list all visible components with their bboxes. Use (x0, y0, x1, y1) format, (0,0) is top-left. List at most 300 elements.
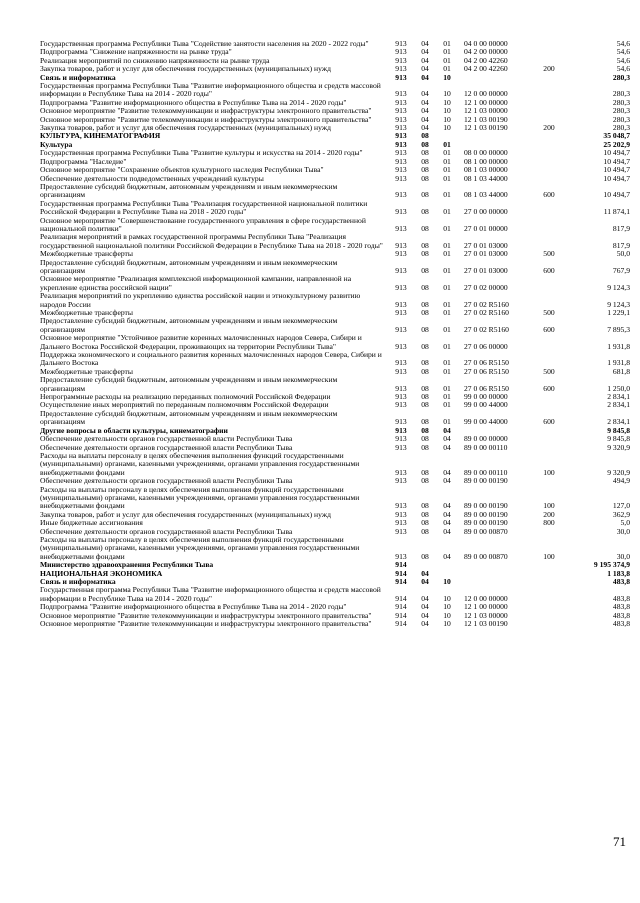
department-code: 913 (395, 89, 407, 99)
section-code: 08 (421, 139, 429, 149)
section-code: 08 (421, 131, 429, 141)
amount: 817,9 (612, 240, 630, 250)
amount: 483,8 (612, 610, 630, 620)
section-code: 08 (421, 299, 429, 309)
expense-name: Предоставление субсидий бюджетным, автономным учреждениям и иным некоммерческим организациям (40, 408, 338, 427)
amount: 9 845,8 (607, 434, 630, 444)
amount: 10 494,7 (603, 173, 630, 183)
subsection-code: 01 (443, 392, 451, 402)
department-code: 913 (395, 341, 407, 351)
expense-name: Основное мероприятие "Совершенствование государственного управления в сфере государственной национальной политики" (40, 215, 366, 233)
amount: 10 494,7 (603, 165, 630, 175)
department-code: 913 (395, 55, 407, 65)
department-code: 913 (395, 383, 407, 393)
expense-name: Обеспечение деятельности органов государственной власти Республики Тыва (40, 434, 293, 444)
expense-type-code: 200 (543, 64, 555, 74)
department-code: 913 (395, 240, 407, 250)
subsection-code: 04 (443, 476, 451, 486)
section-code: 08 (421, 341, 429, 351)
department-code: 914 (395, 619, 407, 629)
expense-name: Связь и информатика (40, 72, 116, 82)
target-article-code: 89 0 00 00190 (464, 501, 508, 511)
expense-type-code: 600 (543, 265, 555, 275)
expense-name: Межбюджетные трансферты (40, 249, 133, 259)
department-code: 913 (395, 156, 407, 166)
department-code: 913 (395, 131, 407, 141)
department-code: 913 (395, 509, 407, 519)
section-code: 04 (421, 72, 429, 82)
section-code: 08 (421, 383, 429, 393)
subsection-code: 01 (443, 39, 451, 48)
subsection-code: 01 (443, 308, 451, 317)
target-article-code: 99 0 00 44000 (464, 400, 508, 410)
section-code: 08 (421, 366, 429, 376)
subsection-code: 10 (443, 619, 451, 629)
section-code: 08 (421, 173, 429, 183)
expense-type-code: 100 (543, 551, 555, 561)
amount: 483,8 (612, 577, 630, 586)
section-code: 04 (421, 97, 429, 107)
subsection-code: 01 (443, 341, 451, 351)
department-code: 913 (395, 165, 407, 175)
table-row (40, 376, 630, 393)
target-article-code: 99 0 00 44000 (464, 417, 508, 427)
section-code: 08 (421, 501, 429, 511)
subsection-code: 01 (443, 240, 451, 250)
amount: 9 124,3 (607, 299, 630, 309)
amount: 767,9 (612, 265, 630, 275)
expense-type-code: 600 (543, 324, 555, 334)
section-code: 08 (421, 417, 429, 427)
department-code: 913 (395, 417, 407, 427)
department-code: 914 (395, 602, 407, 612)
subsection-code: 01 (443, 265, 451, 275)
section-code: 08 (421, 207, 429, 217)
budget-table (40, 40, 630, 628)
target-article-code: 04 2 00 42260 (464, 64, 508, 74)
expense-name: Предоставление субсидий бюджетным, автономным учреждениям и иным некоммерческим организациям (40, 375, 338, 393)
amount: 10 494,7 (603, 190, 630, 200)
table-row (40, 183, 630, 200)
subsection-code: 01 (443, 223, 451, 233)
section-code: 08 (421, 400, 429, 410)
department-code: 913 (395, 467, 407, 477)
subsection-code: 10 (443, 610, 451, 620)
expense-name: Государственная программа Республики Тыва "Развитие информационного общества и средств массовой информации в Республике Тыва на 2014 - 2020 годы" (40, 585, 381, 603)
target-article-code: 08 0 00 00000 (464, 148, 508, 158)
amount: 7 895,3 (607, 324, 630, 334)
amount: 9 195 374,9 (593, 560, 630, 570)
subsection-code: 01 (443, 207, 451, 217)
expense-type-code: 800 (543, 518, 555, 528)
target-article-code: 08 1 00 00000 (464, 156, 508, 166)
department-code: 914 (395, 560, 407, 570)
section-code: 08 (421, 240, 429, 250)
expense-name: Основное мероприятие "Развитие телекоммуникации и инфраструктуры электронного правительства" (40, 619, 372, 629)
target-article-code: 04 2 00 00000 (464, 47, 508, 57)
subsection-code: 01 (443, 366, 451, 376)
section-code: 04 (421, 577, 429, 586)
section-code: 08 (421, 518, 429, 528)
section-code: 08 (421, 324, 429, 334)
subsection-code: 01 (443, 148, 451, 158)
subsection-code: 10 (443, 97, 451, 107)
expense-name: Иные бюджетные ассигнования (40, 518, 143, 528)
department-code: 913 (395, 64, 407, 74)
department-code: 913 (395, 47, 407, 57)
subsection-code: 01 (443, 383, 451, 393)
target-article-code: 12 1 00 00000 (464, 602, 508, 612)
expense-name: Обеспечение деятельности подведомственных учреждений культуры (40, 173, 264, 183)
expense-type-code: 600 (543, 417, 555, 427)
expense-name: Основное мероприятие "Развитие телекоммуникации и инфраструктуры электронного правительства" (40, 106, 372, 116)
target-article-code: 27 0 06 00000 (464, 341, 508, 351)
department-code: 913 (395, 358, 407, 368)
amount: 9 320,9 (607, 442, 630, 452)
target-article-code: 27 0 02 00000 (464, 282, 508, 292)
target-article-code: 04 0 00 00000 (464, 39, 508, 48)
target-article-code: 08 1 03 00000 (464, 165, 508, 175)
department-code: 913 (395, 139, 407, 149)
target-article-code: 27 0 02 R5160 (464, 308, 509, 317)
table-row (40, 65, 630, 73)
department-code: 913 (395, 434, 407, 444)
amount: 1 250,0 (607, 383, 630, 393)
subsection-code: 04 (443, 501, 451, 511)
subsection-code: 10 (443, 577, 451, 586)
section-code: 08 (421, 156, 429, 166)
expense-name: Основное мероприятие "Сохранение объектов культурного наследия Республики Тыва" (40, 165, 324, 175)
expense-name: Поддержка экономического и социального развития коренных малочисленных народов Севера, Сибири и Дальнего Востока (40, 350, 382, 368)
section-code: 08 (421, 392, 429, 402)
target-article-code: 12 0 00 00000 (464, 593, 508, 603)
expense-name: Осуществление иных мероприятий по переданным полномочиям Российской Федерации (40, 400, 329, 410)
department-code: 913 (395, 39, 407, 48)
target-article-code: 04 2 00 42260 (464, 55, 508, 65)
section-code: 08 (421, 526, 429, 536)
amount: 1 229,1 (607, 308, 630, 317)
section-code: 04 (421, 610, 429, 620)
section-code: 08 (421, 165, 429, 175)
subsection-code: 04 (443, 509, 451, 519)
target-article-code: 27 0 06 R5150 (464, 358, 509, 368)
expense-name: Закупка товаров, работ и услуг для обеспечения государственных (муниципальных) нужд (40, 509, 331, 519)
subsection-code: 04 (443, 551, 451, 561)
subsection-code: 04 (443, 425, 451, 435)
target-article-code: 89 0 00 00190 (464, 518, 508, 528)
expense-name: Обеспечение деятельности органов государственной власти Республики Тыва (40, 476, 293, 486)
table-row (40, 149, 630, 157)
subsection-code: 04 (443, 467, 451, 477)
table-row (40, 410, 630, 427)
section-code: 04 (421, 89, 429, 99)
target-article-code: 89 0 00 00110 (464, 467, 508, 477)
expense-name: Государственная программа Республики Тыва "Реализация государственной национальной политики Российской Федерации в Республике Тыва на 2018 - 2020 годы" (40, 198, 368, 217)
target-article-code: 08 1 03 44000 (464, 173, 508, 183)
section-code: 04 (421, 64, 429, 74)
department-code: 913 (395, 249, 407, 259)
table-row (40, 351, 630, 368)
section-code: 08 (421, 434, 429, 444)
target-article-code: 27 0 02 R5160 (464, 324, 509, 334)
section-code: 04 (421, 114, 429, 124)
expense-name: Основное мероприятие "Развитие телекоммуникации и инфраструктуры электронного правительства" (40, 114, 372, 124)
section-code: 08 (421, 148, 429, 158)
target-article-code: 27 0 06 R5150 (464, 366, 509, 376)
section-code: 08 (421, 551, 429, 561)
amount: 1 931,8 (607, 358, 630, 368)
expense-name: Предоставление субсидий бюджетным, автономным учреждениям и иным некоммерческим организациям (40, 316, 338, 334)
amount: 30,0 (616, 551, 630, 561)
department-code: 913 (395, 476, 407, 486)
section-code: 08 (421, 425, 429, 435)
department-code: 913 (395, 114, 407, 124)
expense-name: Связь и информатика (40, 577, 116, 586)
expense-type-code: 600 (543, 190, 555, 200)
amount: 35 048,7 (603, 131, 630, 141)
expense-name: Расходы на выплаты персоналу в целях обеспечения выполнения функций государственными (муниципальными) органами, казенными учреждениями, органами управления государственными внебюджетными фондами (40, 450, 360, 477)
amount: 54,6 (616, 55, 630, 65)
expense-name: Государственная программа Республики Тыва "Развитие информационного общества и средств массовой информации в Республике Тыва на 2014 - 2020 годы" (40, 81, 381, 99)
department-code: 913 (395, 299, 407, 309)
subsection-code: 10 (443, 89, 451, 99)
expense-name: Подпрограмма "Снижение напряженности на рынке труда" (40, 47, 232, 57)
amount: 25 202,9 (603, 139, 630, 149)
section-code: 08 (421, 509, 429, 519)
target-article-code: 12 1 00 00000 (464, 97, 508, 107)
subsection-code: 01 (443, 358, 451, 368)
target-article-code: 12 1 03 00190 (464, 619, 508, 629)
target-article-code: 27 0 02 R5160 (464, 299, 509, 309)
expense-name: НАЦИОНАЛЬНАЯ ЭКОНОМИКА (40, 568, 163, 578)
section-code: 04 (421, 593, 429, 603)
target-article-code: 12 1 03 00190 (464, 114, 508, 124)
expense-name: Основное мероприятие "Реализация комплексной информационной кампании, направленной на укрепление единства российской нации" (40, 274, 352, 292)
subsection-code: 01 (443, 139, 451, 149)
target-article-code: 27 0 01 03000 (464, 265, 508, 275)
table-row (40, 259, 630, 276)
department-code: 913 (395, 551, 407, 561)
department-code: 913 (395, 324, 407, 334)
section-code: 08 (421, 282, 429, 292)
table-row (40, 82, 630, 99)
amount: 10 494,7 (603, 148, 630, 158)
expense-name: Культура (40, 139, 73, 149)
department-code: 913 (395, 400, 407, 410)
department-code: 914 (395, 593, 407, 603)
expense-name: Непрограммные расходы на реализацию переданных полномочий Российской Федерации (40, 392, 331, 402)
subsection-code: 01 (443, 173, 451, 183)
amount: 2 834,1 (607, 392, 630, 402)
subsection-code: 10 (443, 114, 451, 124)
amount: 280,3 (612, 114, 630, 124)
subsection-code: 01 (443, 47, 451, 57)
department-code: 913 (395, 123, 407, 133)
department-code: 913 (395, 72, 407, 82)
expense-type-code: 200 (543, 123, 555, 133)
amount: 280,3 (612, 89, 630, 99)
target-article-code: 08 1 03 44000 (464, 190, 508, 200)
amount: 494,9 (612, 476, 630, 486)
expense-type-code: 100 (543, 501, 555, 511)
department-code: 913 (395, 425, 407, 435)
table-row (40, 217, 630, 234)
expense-name: Межбюджетные трансферты (40, 308, 133, 317)
amount: 127,0 (612, 501, 630, 511)
subsection-code: 01 (443, 190, 451, 200)
subsection-code: 01 (443, 417, 451, 427)
target-article-code: 89 0 00 00870 (464, 526, 508, 536)
department-code: 913 (395, 207, 407, 217)
subsection-code: 10 (443, 593, 451, 603)
target-article-code: 27 0 01 00000 (464, 223, 508, 233)
target-article-code: 12 0 00 00000 (464, 89, 508, 99)
expense-name: Межбюджетные трансферты (40, 366, 133, 376)
amount: 2 834,1 (607, 417, 630, 427)
table-row (40, 200, 630, 217)
table-row (40, 586, 630, 603)
subsection-code: 01 (443, 165, 451, 175)
amount: 280,3 (612, 72, 630, 82)
section-code: 08 (421, 476, 429, 486)
amount: 54,6 (616, 47, 630, 57)
subsection-code: 01 (443, 299, 451, 309)
section-code: 08 (421, 358, 429, 368)
expense-name: Обеспечение деятельности органов государственной власти Республики Тыва (40, 526, 293, 536)
subsection-code: 04 (443, 526, 451, 536)
target-article-code: 12 1 03 00000 (464, 106, 508, 116)
department-code: 913 (395, 265, 407, 275)
amount: 50,0 (616, 249, 630, 259)
target-article-code: 89 0 00 00000 (464, 434, 508, 444)
department-code: 914 (395, 577, 407, 586)
target-article-code: 12 1 03 00000 (464, 610, 508, 620)
subsection-code: 10 (443, 123, 451, 133)
expense-type-code: 500 (543, 249, 555, 259)
target-article-code: 89 0 00 00190 (464, 509, 508, 519)
department-code: 913 (395, 106, 407, 116)
section-code: 04 (421, 602, 429, 612)
expense-name: КУЛЬТУРА, КИНЕМАТОГРАФИЯ (40, 131, 161, 141)
department-code: 913 (395, 223, 407, 233)
target-article-code: 89 0 00 00190 (464, 476, 508, 486)
section-code: 08 (421, 249, 429, 259)
department-code: 913 (395, 148, 407, 158)
expense-name: Реализация мероприятий в рамках государственной программы Республики Тыва "Реализация государственной национальной политики Российской Федерации в Республике Тыва на 2018 - 2020 годы" (40, 232, 383, 250)
table-row (40, 452, 630, 477)
expense-name: Предоставление субсидий бюджетным, автономным учреждениям и иным некоммерческим организациям (40, 181, 338, 200)
section-code: 08 (421, 467, 429, 477)
department-code: 913 (395, 366, 407, 376)
target-article-code: 89 0 00 00870 (464, 551, 508, 561)
table-row (40, 570, 630, 578)
section-code: 08 (421, 265, 429, 275)
expense-name: Другие вопросы в области культуры, кинематографии (40, 425, 228, 435)
department-code: 914 (395, 610, 407, 620)
amount: 9 320,9 (607, 467, 630, 477)
section-code: 04 (421, 106, 429, 116)
department-code: 913 (395, 518, 407, 528)
expense-name: Подпрограмма "Развитие информационного общества в Республике Тыва на 2014 - 2020 годы" (40, 602, 347, 612)
section-code: 08 (421, 223, 429, 233)
amount: 1 183,8 (607, 568, 630, 578)
target-article-code: 27 0 01 03000 (464, 240, 508, 250)
expense-type-code: 200 (543, 509, 555, 519)
section-code: 04 (421, 568, 429, 578)
subsection-code: 04 (443, 518, 451, 528)
amount: 11 874,1 (603, 207, 630, 217)
expense-name: Расходы на выплаты персоналу в целях обеспечения выполнения функций государственными (муниципальными) органами, казенными учреждениями, органами управления государственными внебюджетными фондами (40, 484, 360, 511)
amount: 362,9 (612, 509, 630, 519)
target-article-code: 27 0 01 03000 (464, 249, 508, 259)
target-article-code: 99 0 00 00000 (464, 392, 508, 402)
target-article-code: 27 0 00 00000 (464, 207, 508, 217)
amount: 483,8 (612, 593, 630, 603)
table-row (40, 536, 630, 561)
department-code: 914 (395, 568, 407, 578)
section-code: 08 (421, 442, 429, 452)
table-row (40, 292, 630, 309)
expense-name: Предоставление субсидий бюджетным, автономным учреждениям и иным некоммерческим организациям (40, 257, 338, 275)
table-row (40, 620, 630, 628)
amount: 483,8 (612, 619, 630, 629)
expense-name: Реализация мероприятий по укреплению единства российской нации и этнокультурному развитию народов России (40, 291, 361, 309)
table-row (40, 275, 630, 292)
expense-name: Государственная программа Республики Тыва "Содействие занятости населения на 2020 - 2022 годы" (40, 39, 369, 48)
expense-name: Основное мероприятие "Устойчивое развитие коренных малочисленных народов Севера, Сибири и Дальнего Востока Российской Федерации, проживающих на территории Республики Тыва" (40, 333, 362, 351)
amount: 483,8 (612, 602, 630, 612)
section-code: 04 (421, 55, 429, 65)
target-article-code: 89 0 00 00110 (464, 442, 508, 452)
department-code: 913 (395, 308, 407, 317)
target-article-code: 27 0 06 R5150 (464, 383, 509, 393)
amount: 10 494,7 (603, 156, 630, 166)
department-code: 913 (395, 392, 407, 402)
expense-name: Министерство здравоохранения Республики Тыва (40, 560, 214, 570)
table-row (40, 317, 630, 334)
department-code: 913 (395, 97, 407, 107)
expense-name: Закупка товаров, работ и услуг для обеспечения государственных (муниципальных) нужд (40, 123, 331, 133)
expense-name: Основное мероприятие "Развитие телекоммуникации и инфраструктуры электронного правительства" (40, 610, 372, 620)
amount: 5,0 (620, 518, 630, 528)
expense-name: Расходы на выплаты персоналу в целях обеспечения выполнения функций государственными (муниципальными) органами, казенными учреждениями, органами управления государственными внебюджетными фондами (40, 534, 360, 561)
department-code: 913 (395, 526, 407, 536)
section-code: 04 (421, 47, 429, 57)
page-number: 71 (613, 834, 626, 849)
amount: 1 931,8 (607, 341, 630, 351)
amount: 2 834,1 (607, 400, 630, 410)
department-code: 913 (395, 190, 407, 200)
expense-name: Подпрограмма "Наследие" (40, 156, 127, 166)
amount: 280,3 (612, 123, 630, 133)
expense-name: Подпрограмма "Развитие информационного общества в Республике Тыва на 2014 - 2020 годы" (40, 97, 347, 107)
amount: 817,9 (612, 223, 630, 233)
expense-name: Реализация мероприятий по снижению напряженности на рынке труда (40, 55, 270, 65)
expense-type-code: 100 (543, 467, 555, 477)
subsection-code: 01 (443, 55, 451, 65)
amount: 54,6 (616, 64, 630, 74)
subsection-code: 10 (443, 72, 451, 82)
subsection-code: 04 (443, 442, 451, 452)
amount: 280,3 (612, 106, 630, 116)
amount: 280,3 (612, 97, 630, 107)
amount: 681,8 (612, 366, 630, 376)
amount: 9 124,3 (607, 282, 630, 292)
section-code: 04 (421, 123, 429, 133)
section-code: 08 (421, 190, 429, 200)
expense-type-code: 600 (543, 383, 555, 393)
subsection-code: 10 (443, 602, 451, 612)
